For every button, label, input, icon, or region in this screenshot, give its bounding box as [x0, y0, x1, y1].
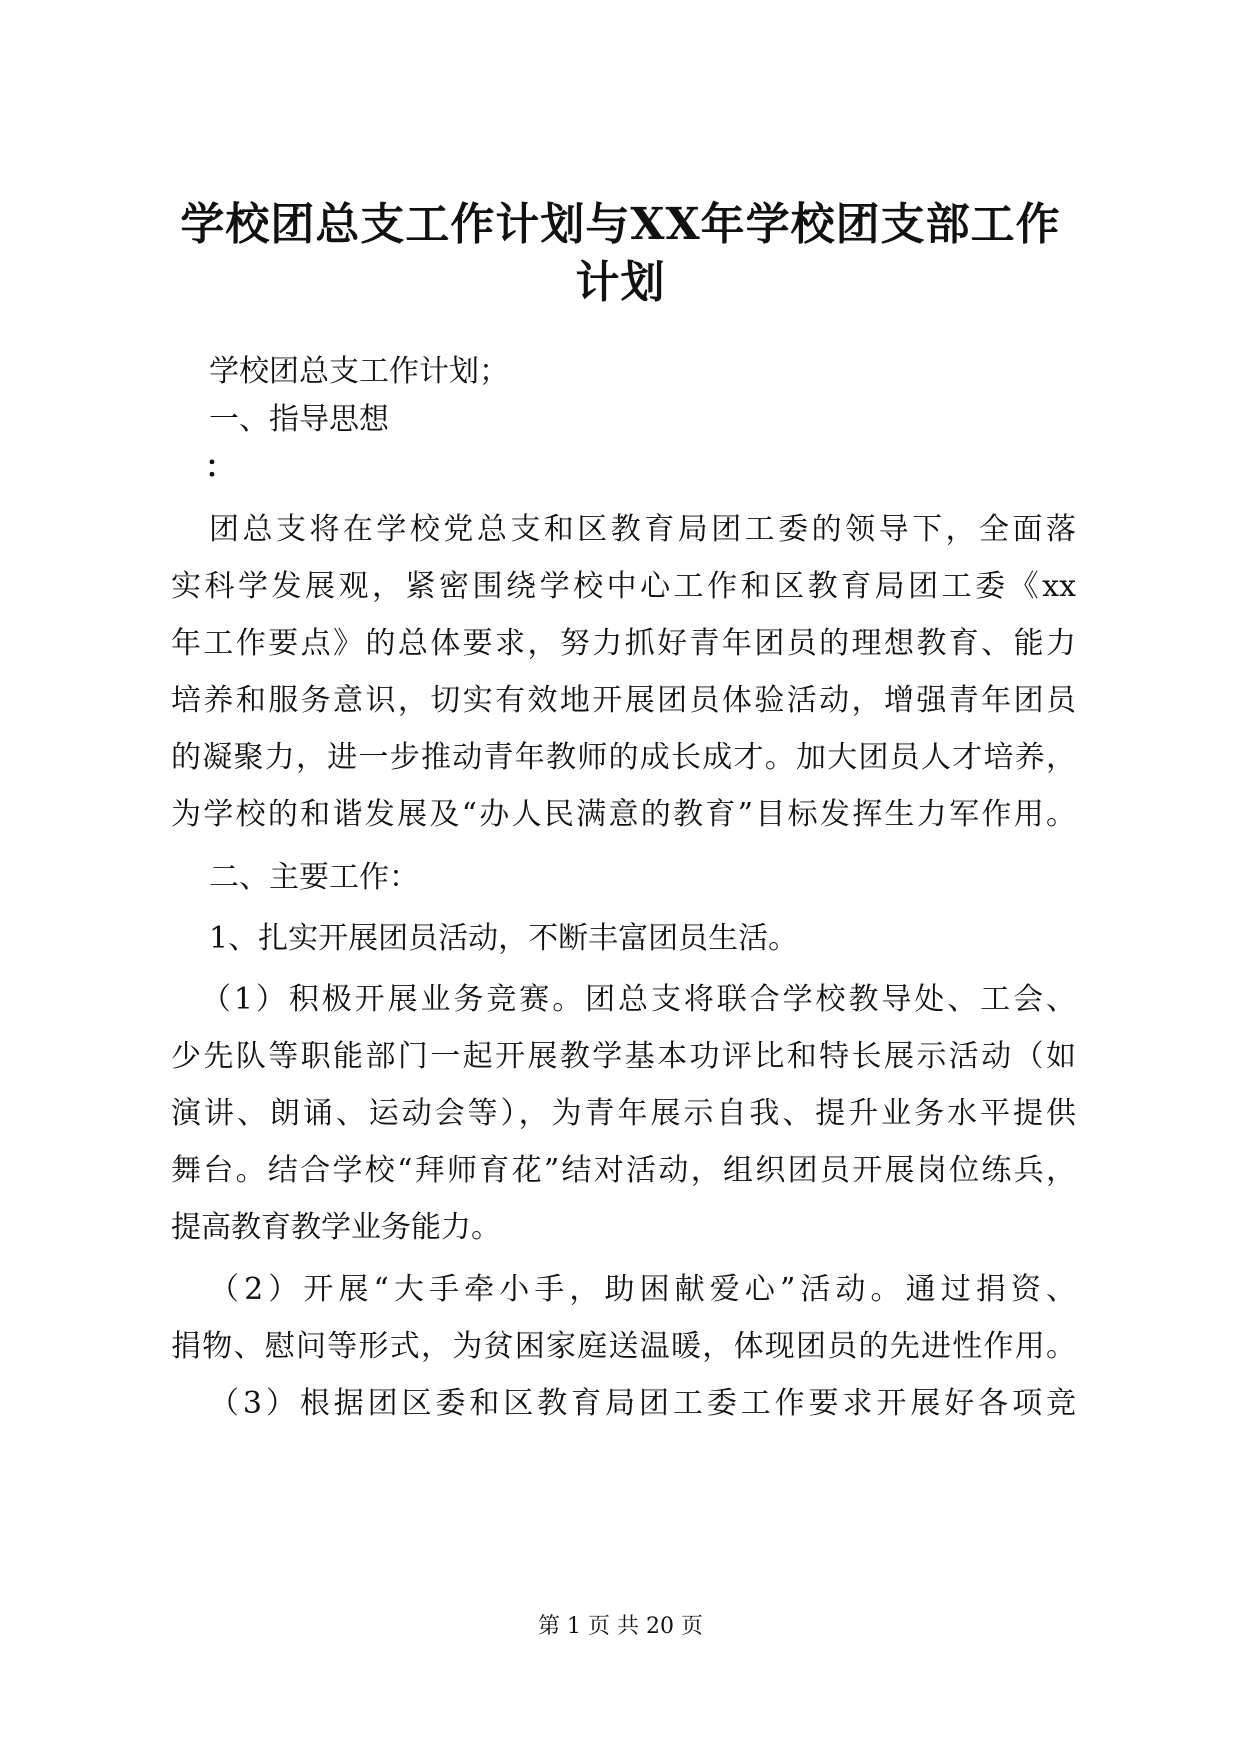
paragraph-line: 为学校的和谐发展及“办人民满意的教育”目标发挥生力军作用。	[171, 797, 1076, 832]
paragraph-line: （3）根据团区委和区教育局团工委工作要求开展好各项竞	[209, 1386, 1076, 1421]
section-heading: 二、主要工作：	[209, 860, 419, 895]
body-line: 学校团总支工作计划；	[209, 354, 509, 389]
title-line-2: 计划	[575, 257, 666, 308]
paragraph-line: 培养和服务意识，切实有效地开展团员体验活动，增强青年团员	[171, 683, 1076, 718]
section-heading: 一、指导思想	[209, 402, 389, 437]
paragraph-line: 的凝聚力，进一步推动青年教师的成长成才。加大团员人才培养，	[171, 740, 1076, 775]
paragraph-line: 舞台。结合学校“拜师育花”结对活动，组织团员开展岗位练兵，	[171, 1153, 1076, 1188]
paragraph-line: 演讲、朗诵、运动会等），为青年展示自我、提升业务水平提供	[171, 1096, 1076, 1131]
sub-heading: 1、扎实开展团员活动，不断丰富团员生活。	[209, 921, 799, 956]
page-number-footer: 第 1 页 共 20 页	[538, 1614, 703, 1639]
document-title	[150, 196, 1091, 312]
paragraph-line: 年工作要点》的总体要求，努力抓好青年团员的理想教育、能力	[171, 626, 1076, 661]
paragraph-line: （1）积极开展业务竞赛。团总支将联合学校教导处、工会、	[201, 982, 1076, 1017]
paragraph-line: 少先队等职能部门一起开展教学基本功评比和特长展示活动（如	[171, 1039, 1076, 1074]
title-line-1: 学校团总支工作计划与XX年学校团支部工作	[180, 199, 1061, 250]
paragraph-line: 提高教育教学业务能力。	[171, 1210, 501, 1245]
paragraph-line: （2）开展“大手牵小手，助困献爱心”活动。通过捐资、	[209, 1272, 1076, 1307]
paragraph-line: 捐物、慰问等形式，为贫困家庭送温暖，体现团员的先进性作用。	[171, 1329, 1076, 1364]
paragraph-line: 实科学发展观，紧密围绕学校中心工作和区教育局团工委《xx	[171, 569, 1076, 604]
body-line: ：	[205, 450, 235, 485]
paragraph-line: 团总支将在学校党总支和区教育局团工委的领导下，全面落	[209, 512, 1076, 547]
